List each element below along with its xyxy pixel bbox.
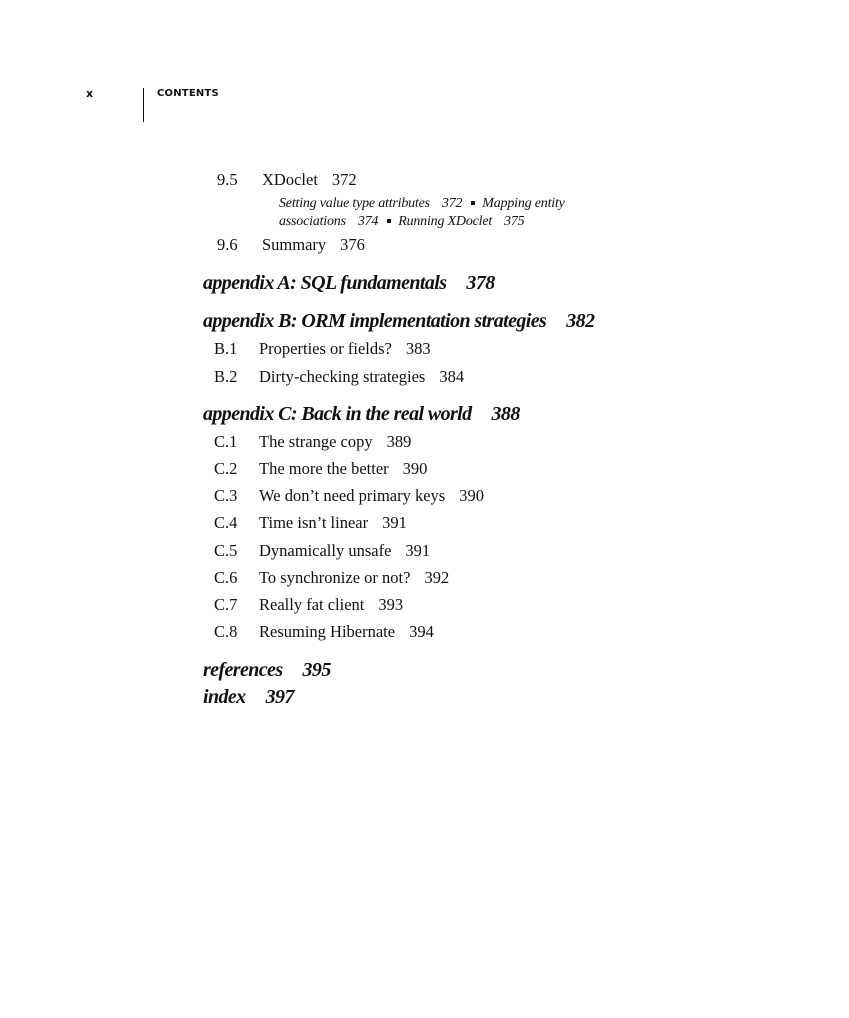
page-number: 382 (566, 310, 595, 332)
appendix-c-heading (203, 403, 520, 426)
header-rule (143, 88, 144, 122)
subsection-line (279, 214, 524, 230)
section-title: Dirty-checking strategies (259, 367, 426, 386)
section-number: C.8 (214, 622, 238, 641)
section-number: C.5 (214, 541, 238, 560)
section-number: B.1 (214, 339, 238, 358)
page-number: 394 (409, 622, 434, 641)
section-number: C.3 (214, 486, 238, 505)
page-number: 390 (402, 459, 428, 478)
page-number: 397 (265, 686, 294, 708)
section-title: XDoclet (262, 170, 318, 189)
subsection-title: Setting value type attributes (279, 196, 430, 211)
subsection-line (279, 196, 565, 212)
page-number: 391 (405, 541, 431, 560)
page-number: 375 (504, 214, 525, 229)
page-number: 374 (357, 214, 379, 229)
bullet-separator (471, 201, 475, 205)
running-head: CONTENTS (157, 88, 219, 99)
page-number: 388 (491, 403, 520, 425)
section-title: Resuming Hibernate (259, 622, 396, 641)
section-number: C.6 (214, 568, 238, 587)
section-number: 9.5 (217, 170, 238, 189)
page-number: 393 (378, 595, 404, 614)
references-title: references (203, 659, 283, 681)
page-number: 390 (459, 486, 484, 505)
section-number: C.7 (214, 595, 238, 614)
section-number: 9.6 (217, 235, 238, 254)
subsection-title: Mapping entity (482, 196, 565, 211)
page-number: 391 (382, 513, 407, 532)
section-title: To synchronize or not? (259, 568, 411, 587)
section-title: We don’t need primary keys (259, 486, 446, 505)
appendix-title: appendix B: ORM implementation strategies (203, 310, 547, 332)
section-number: C.4 (214, 513, 238, 532)
section-number: C.1 (214, 432, 238, 451)
section-number: C.2 (214, 459, 238, 478)
appendix-b-heading (203, 310, 594, 333)
page-number: 389 (386, 432, 412, 451)
section-title: The more the better (259, 459, 389, 478)
section-number: B.2 (214, 367, 238, 386)
section-title: Dynamically unsafe (259, 541, 392, 560)
section-title: Really fat client (259, 595, 365, 614)
appendix-title: appendix C: Back in the real world (203, 403, 472, 425)
section-title: Properties or fields? (259, 339, 392, 358)
section-title: The strange copy (259, 432, 373, 451)
appendix-a-heading (203, 272, 495, 295)
page-folio: x (86, 87, 94, 100)
bullet-separator (387, 219, 391, 223)
index-heading (203, 686, 294, 709)
subsection-title: associations (279, 214, 346, 229)
page-number: 383 (405, 339, 431, 358)
section-title: Summary (262, 235, 327, 254)
index-title: index (203, 686, 246, 708)
page-number: 372 (441, 196, 463, 211)
subsection-title: Running XDoclet (398, 214, 493, 229)
page-number: 395 (302, 659, 331, 681)
page-number: 372 (331, 170, 357, 189)
appendix-title: appendix A: SQL fundamentals (203, 272, 447, 294)
page-number: 392 (424, 568, 450, 587)
page-number: 378 (466, 272, 495, 294)
page-number: 384 (439, 367, 465, 386)
references-heading (203, 659, 331, 682)
page-number: 376 (340, 235, 365, 254)
section-title: Time isn’t linear (259, 513, 369, 532)
